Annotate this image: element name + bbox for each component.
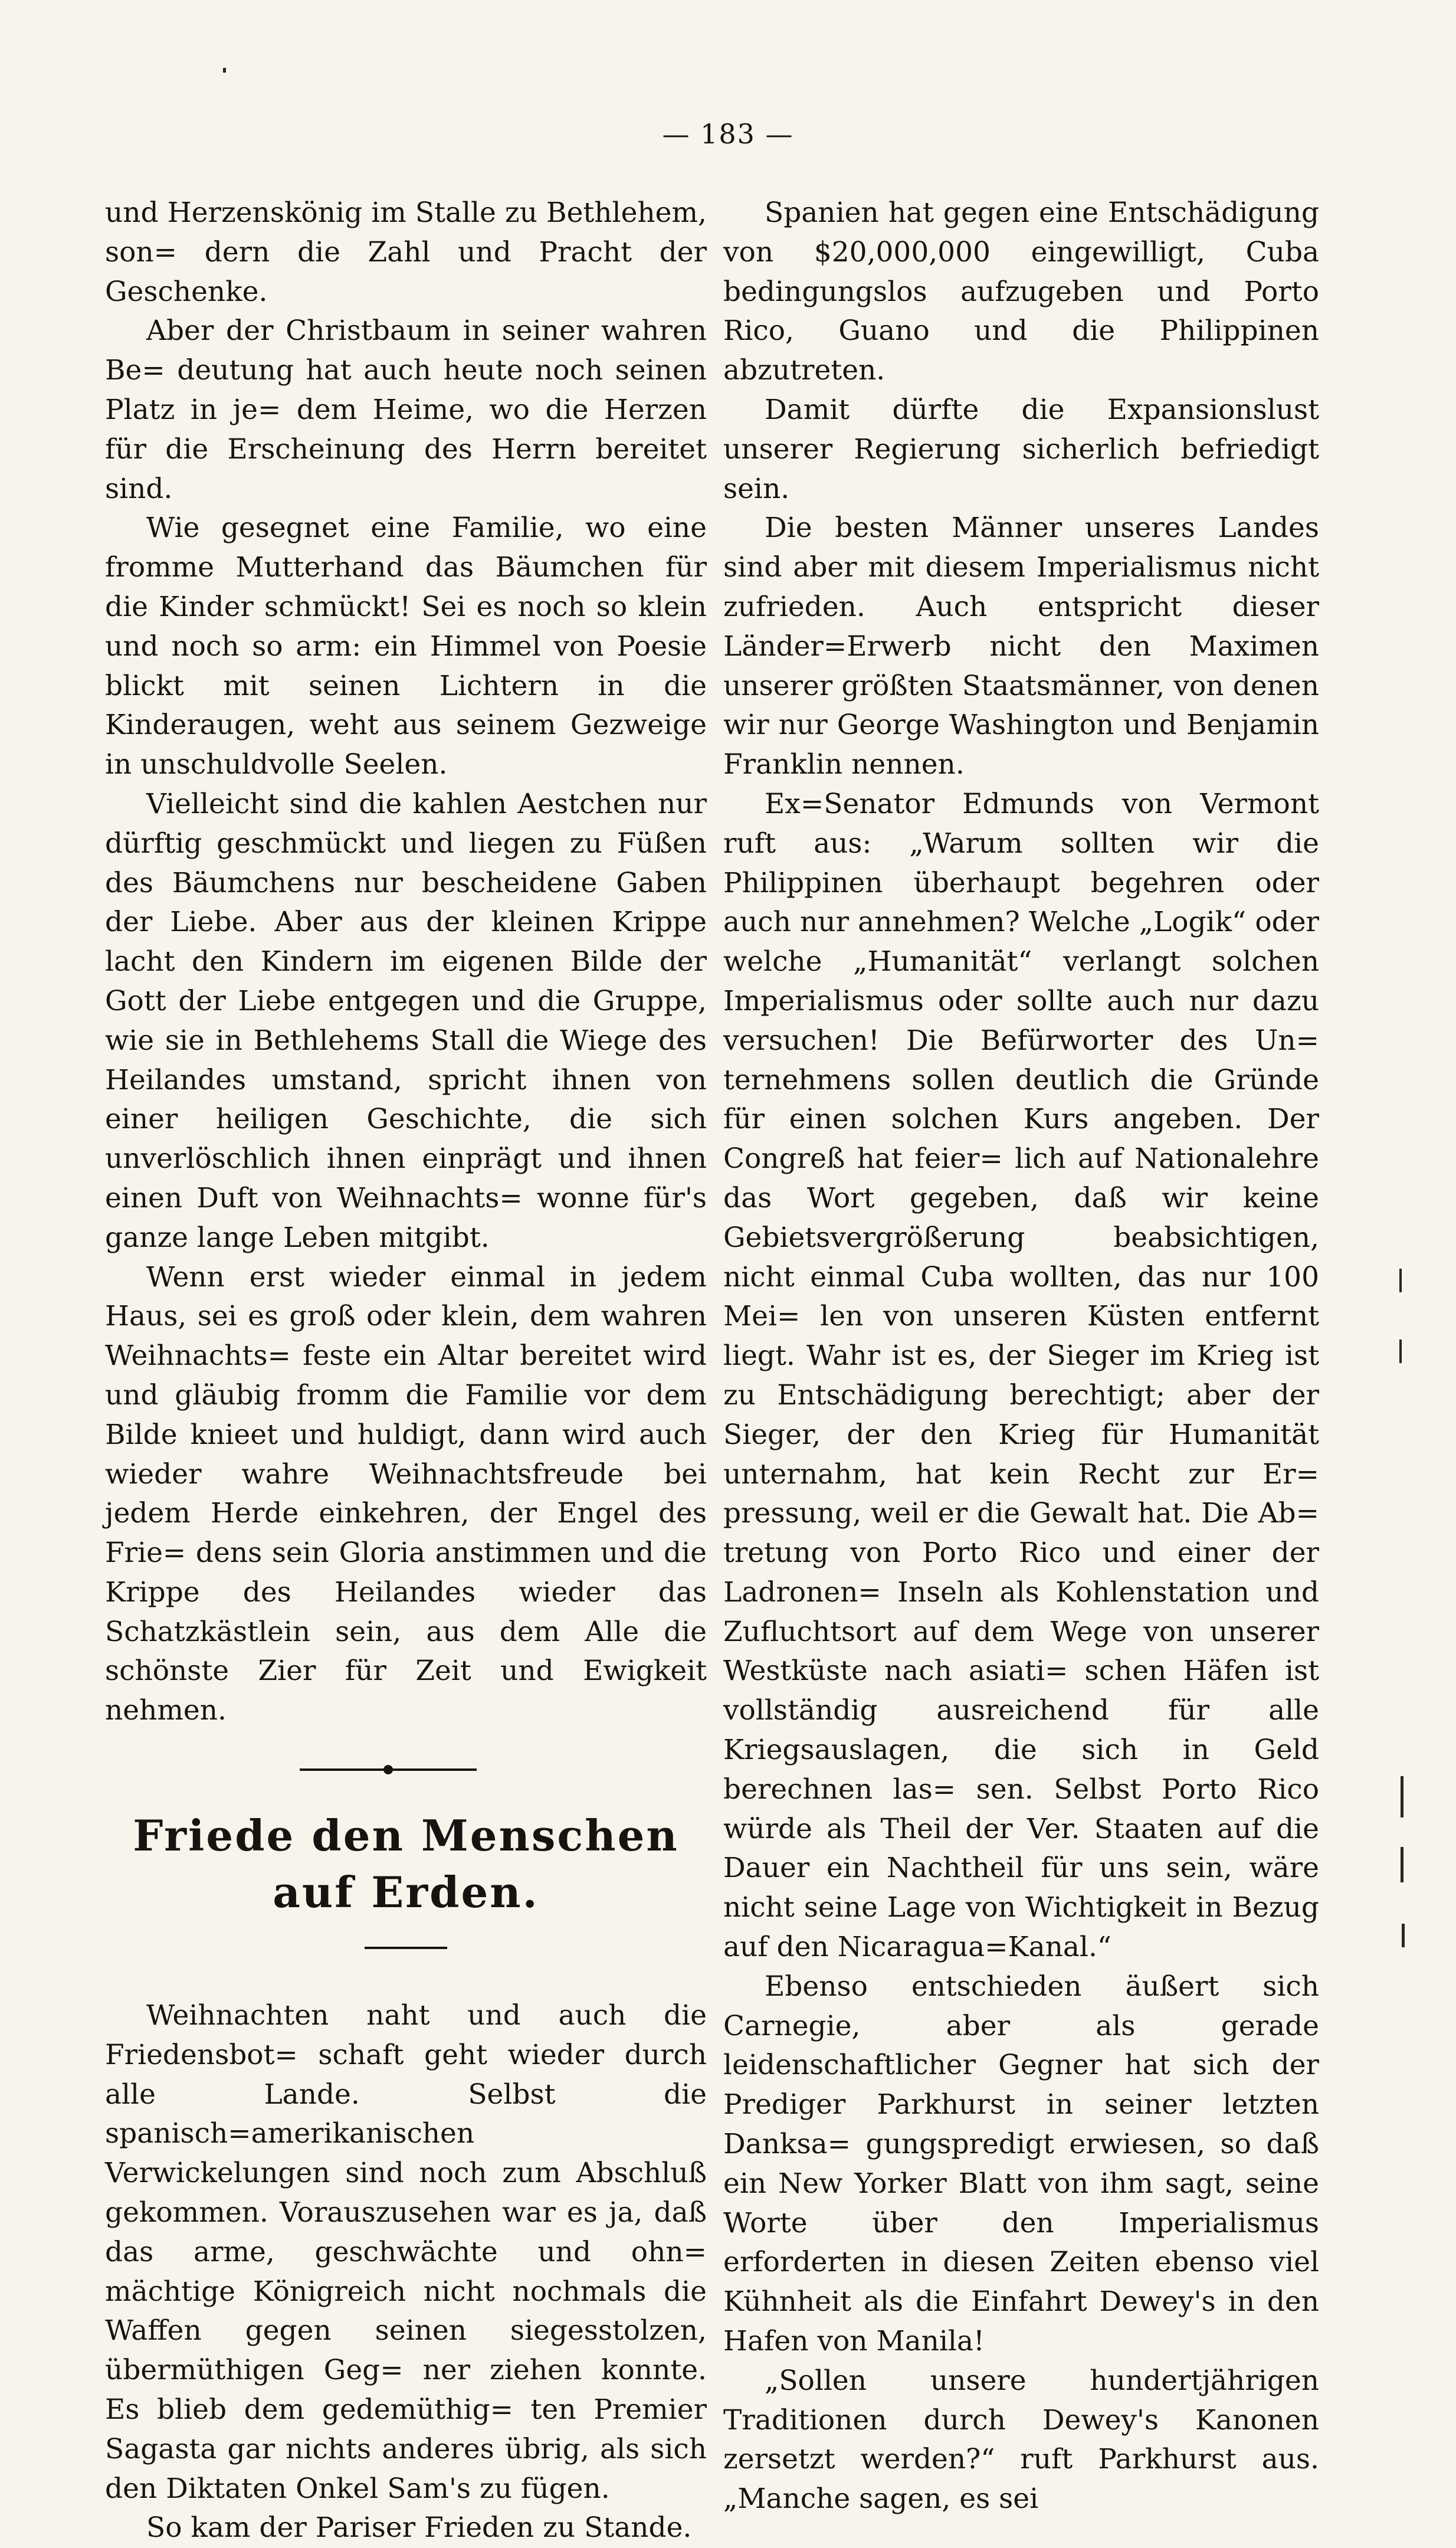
section-heading: Friede den Menschen auf Erden. — [133, 1810, 679, 1918]
right-column — [723, 194, 1319, 2519]
page-number: — 183 — — [662, 118, 794, 150]
margin-mark — [1402, 1924, 1405, 1947]
left-paragraph-6: Weihnachten naht und auch die Friedensbot= schaft geht wieder durch alle Lande. Selbst die spanisch=amerikanischen Verwickelungen sind noch zum Abschluß gekommen. Vorauszusehen war es ja, daß das arme, geschwächte und ohn= mächtige Königreich nicht nochmals die Waffen gegen seinen siegesstolzen, übermüthigen Geg= ner ziehen konnte. Es blieb dem gedemüthig= ten Premier Sagasta gar nichts anderes übrig, als sich den Diktaten Onkel Sam's zu fügen. — [105, 1999, 707, 2505]
ornamental-divider — [105, 1747, 707, 1790]
left-paragraph-4: Vielleicht sind die kahlen Aestchen nur dürftig geschmückt und liegen zu Füßen des Bäumchens nur bescheidene Gaben der Liebe. Aber aus der kleinen Krippe lacht den Kindern im eigenen Bilde der Gott der Liebe entgegen und die Gruppe, wie sie in Bethlehems Stall die Wiege des Heilandes umstand, spricht ihnen von einer heiligen Geschichte, die sich unverlöschlich ihnen einprägt und ihnen einen Duft von Weihnachts= wonne für's ganze lange Leben mitgibt. — [105, 787, 707, 1254]
left-paragraph-3: Wie gesegnet eine Familie, wo eine fromme Mutterhand das Bäumchen für die Kinder schmückt! Sei es noch so klein und noch so arm: ein Himmel von Poesie blickt mit seinen Lichtern in die Kinderaugen, weht aus seinem Gezweige in unschuldvolle Seelen. — [105, 512, 707, 781]
heading-divider — [365, 1947, 447, 1949]
margin-mark — [223, 68, 226, 73]
margin-mark — [1399, 1339, 1402, 1363]
left-paragraph-7: So kam der Pariser Frieden zu Stande. — [146, 2511, 692, 2544]
left-paragraph-2: Aber der Christbaum in seiner wahren Be= deutung hat auch heute noch seinen Platz in je= dem Heime, wo die Herzen für die Erscheinung des Herrn bereitet sind. — [105, 315, 707, 505]
left-paragraph-1: und Herzenskönig im Stalle zu Bethlehem, son= dern die Zahl und Pracht der Geschenke. — [105, 196, 707, 308]
margin-mark — [1401, 1776, 1403, 1817]
right-paragraph-4: Ex=Senator Edmunds von Vermont ruft aus: „Warum sollten wir die Philippinen überhaupt begehren oder auch nur annehmen? Welche „Logik“ oder welche „Humanität“ verlangt solchen Imperialismus oder sollte auch nur dazu versuchen! Die Befürworter des Un= ternehmens sollen deutlich die Gründe für einen solchen Kurs angeben. Der Congreß hat feier= lich auf Nationalehre das Wort gegeben, daß wir keine Gebietsvergrößerung beabsichtigen, nicht einmal Cuba wollten, das nur 100 Mei= len von unseren Küsten entfernt liegt. Wahr ist es, der Sieger im Krieg ist zu Entschädigung berechtigt; aber der Sieger, der den Krieg für Humanität unternahm, hat kein Recht zur Er= pressung, weil er die Gewalt hat. Die Ab= tretung von Porto Rico und einer der Ladronen= Inseln als Kohlenstation und Zufluchtsort auf dem Wege von unserer Westküste nach asiati= schen Häfen ist vollständig ausreichend für alle Kriegsauslagen, die sich in Geld berechnen las= sen. Selbst Porto Rico würde als Theil der Ver. Staaten auf die Dauer ein Nachtheil für uns sein, wäre nicht seine Lage von Wichtigkeit in Bezug auf den Nicaragua=Kanal.“ — [723, 787, 1319, 1964]
right-paragraph-5: Ebenso entschieden äußert sich Carnegie, aber als gerade leidenschaftlicher Gegner hat sich der Prediger Parkhurst in seiner letzten Danksa= gungspredigt erwiesen, so daß ein New Yorker Blatt von ihm sagt, seine Worte über den Imperialismus erforderten in diesen Zeiten ebenso viel Kühnheit als die Einfahrt Dewey's in den Hafen von Manila! — [723, 1970, 1319, 2358]
margin-mark — [1399, 1269, 1402, 1292]
right-paragraph-6: „Sollen unsere hundertjährigen Traditionen durch Dewey's Kanonen zersetzt werden?“ ruft Parkhurst aus. „Manche sagen, es sei — [723, 2364, 1319, 2516]
left-column — [105, 194, 707, 2548]
margin-mark — [1401, 1847, 1403, 1882]
left-paragraph-5: Wenn erst wieder einmal in jedem Haus, sei es groß oder klein, dem wahren Weihnachts= feste ein Altar bereitet wird und gläubig fromm die Familie vor dem Bilde knieet und huldigt, dann wird auch wieder wahre Weihnachtsfreude bei jedem Herde einkehren, der Engel des Frie= dens sein Gloria anstimmen und die Krippe des Heilandes wieder das Schatzkästlein sein, aus dem Alle die schönste Zier für Zeit und Ewigkeit nehmen. — [105, 1260, 707, 1727]
right-paragraph-1: Spanien hat gegen eine Entschädigung von $20,000,000 eingewilligt, Cuba bedingungslos aufzugeben und Porto Rico, Guano und die Philippinen abzutreten. — [723, 196, 1319, 387]
right-paragraph-3: Die besten Männer unseres Landes sind aber mit diesem Imperialismus nicht zufrieden. Auch entspricht dieser Länder=Erwerb nicht den Maximen unserer größten Staatsmänner, von denen wir nur George Washington und Benjamin Franklin nennen. — [723, 512, 1319, 781]
right-paragraph-2: Damit dürfte die Expansionslust unserer Regierung sicherlich befriedigt sein. — [723, 393, 1319, 505]
